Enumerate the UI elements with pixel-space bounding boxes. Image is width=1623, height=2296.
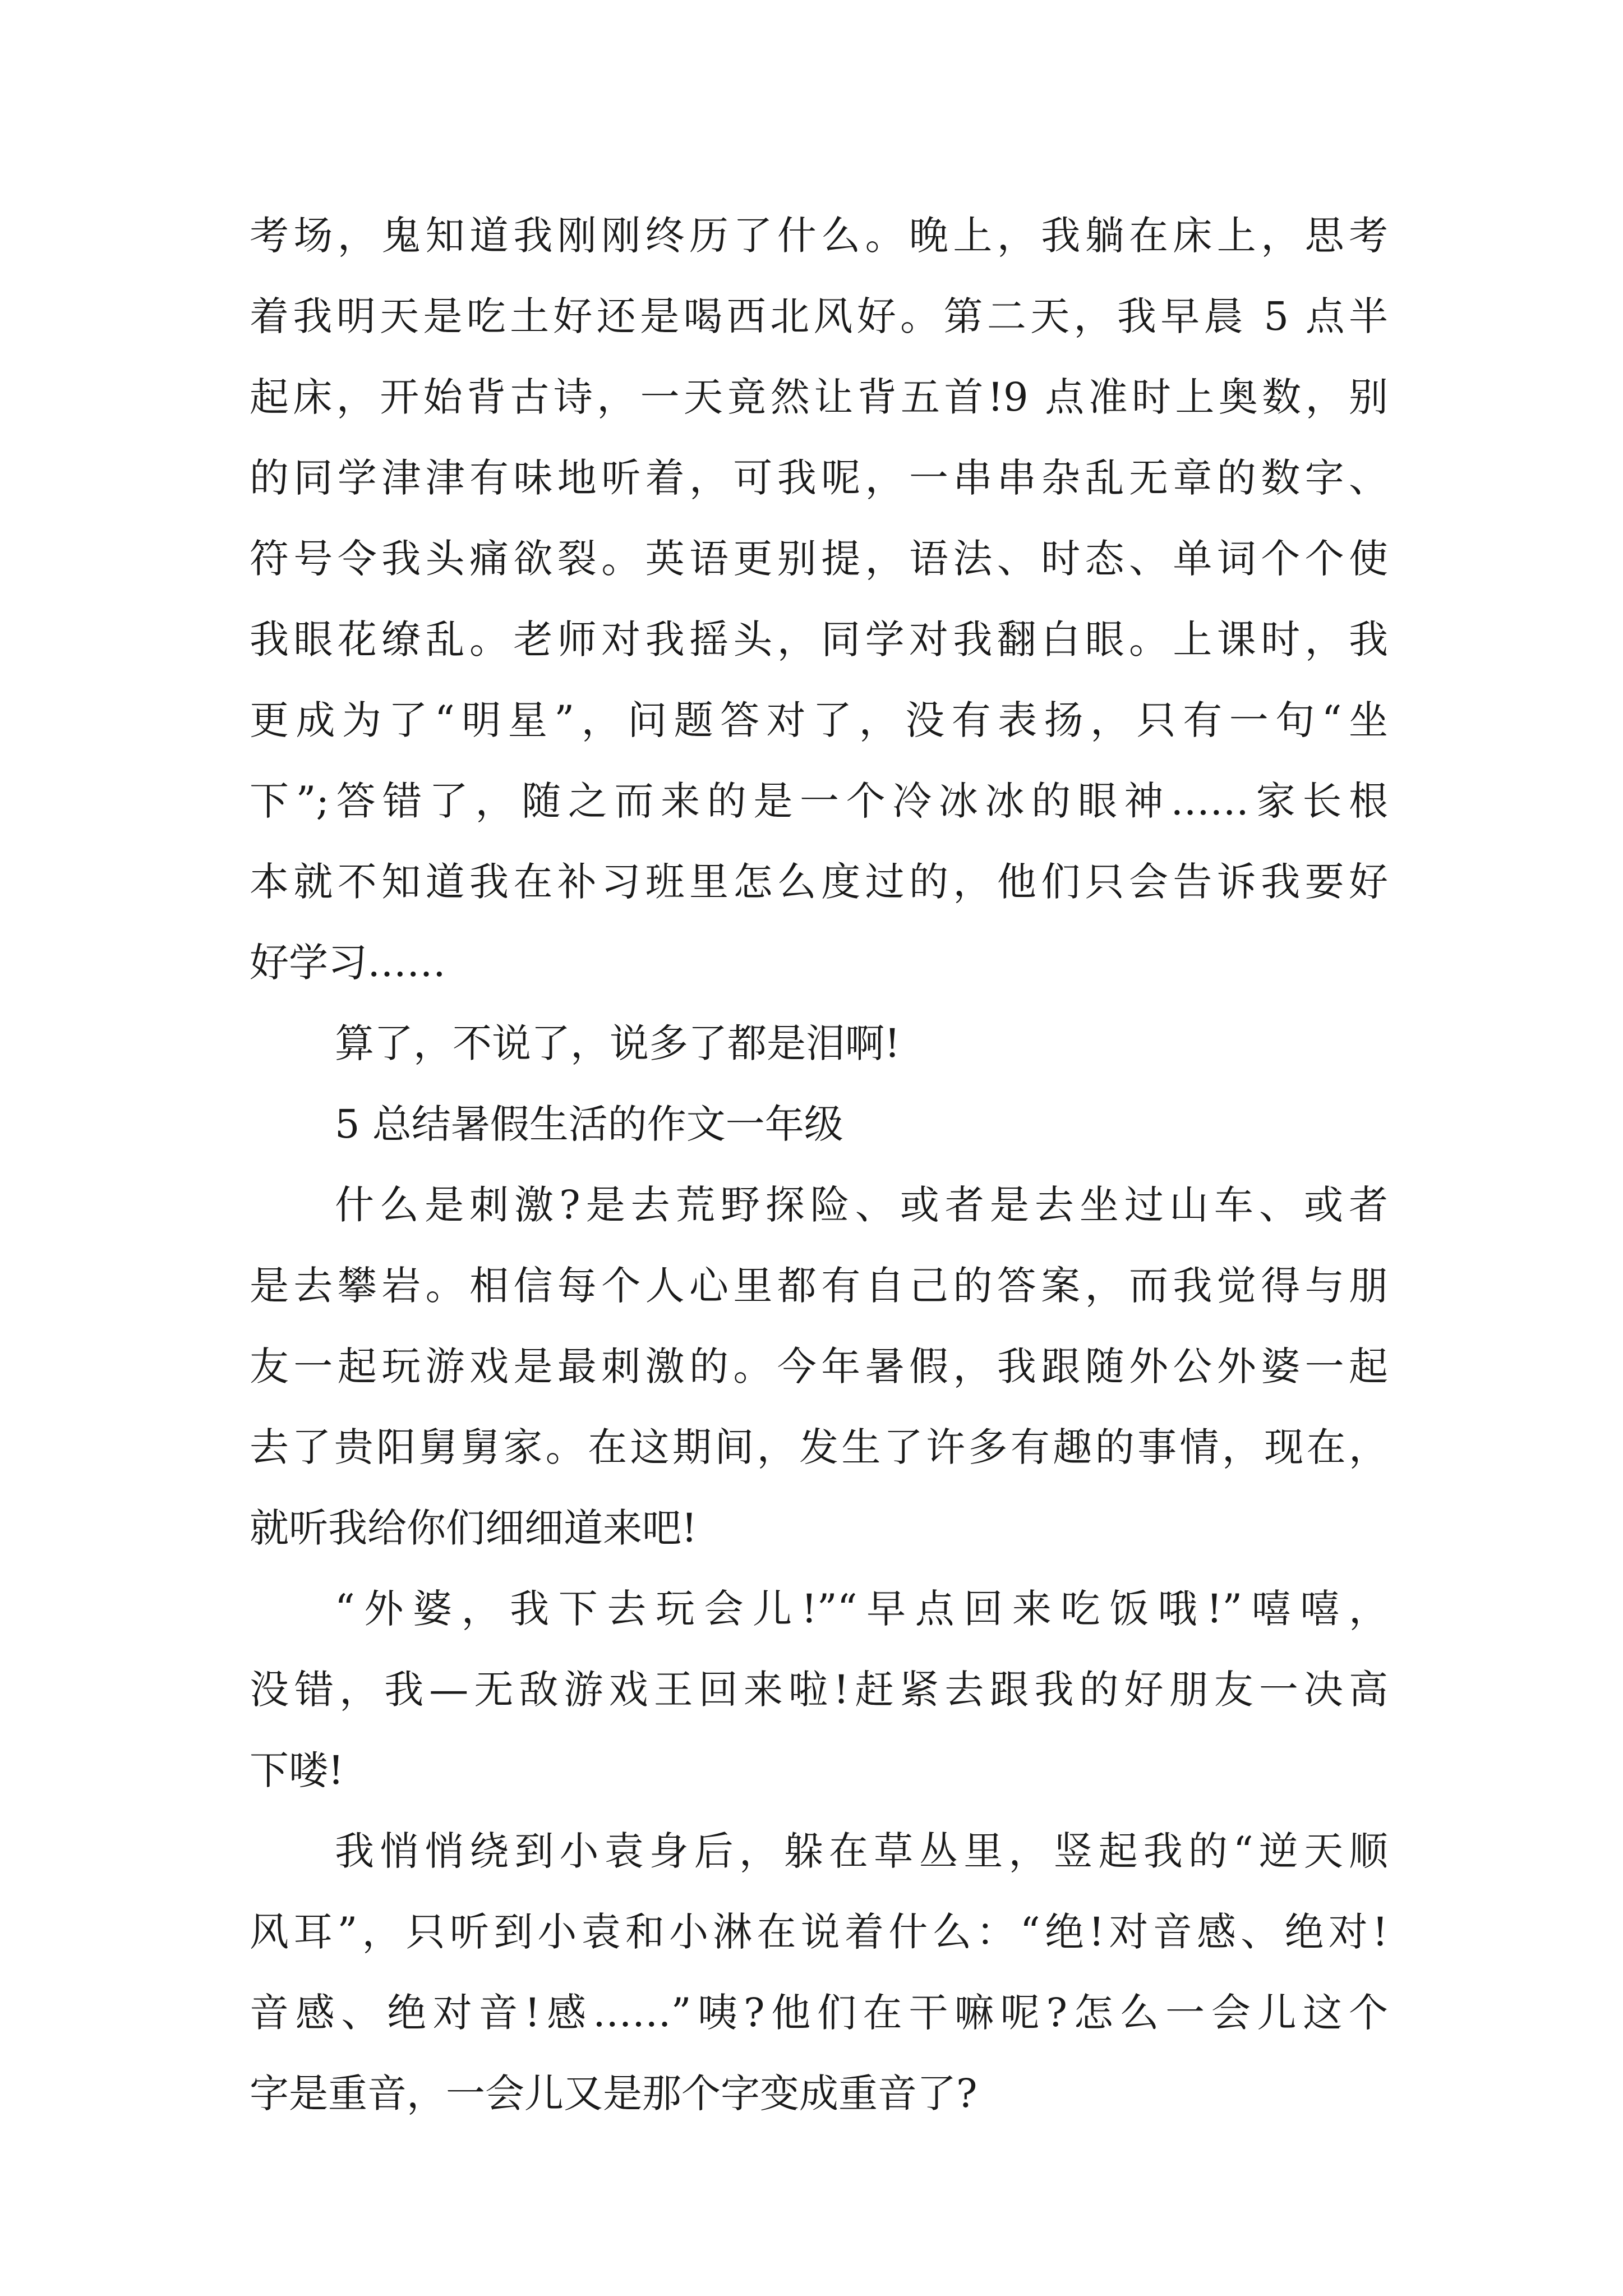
paragraph-start-line: 算了，不说了，说多了都是泪啊! xyxy=(335,1020,901,1066)
text-line: 本就不知道我在补习班里怎么度过的，他们只会告诉我要好 xyxy=(250,859,1388,905)
text-line: 我眼花缭乱。老师对我摇头，同学对我翻白眼。上课时，我 xyxy=(250,616,1388,662)
text-line: 起床，开始背古诗，一天竟然让背五首!9 点准时上奥数，别 xyxy=(250,374,1388,420)
paragraph-start-line: “外婆，我下去玩会儿!”“早点回来吃饭哦!”嘻嘻， xyxy=(335,1586,1388,1632)
text-line: 音感、绝对音!感……”咦?他们在干嘛呢?怎么一会儿这个 xyxy=(250,1990,1388,2036)
paragraph-start-line: 什么是刺激?是去荒野探险、或者是去坐过山车、或者 xyxy=(335,1182,1388,1228)
text-line: 没错，我—无敌游戏王回来啦!赶紧去跟我的好朋友一决高 xyxy=(250,1667,1388,1713)
text-line: 友一起玩游戏是最刺激的。今年暑假，我跟随外公外婆一起 xyxy=(250,1343,1388,1389)
section-heading: 5 总结暑假生活的作文一年级 xyxy=(335,1101,843,1147)
text-line: 更成为了“明星”，问题答对了，没有表扬，只有一句“坐 xyxy=(250,697,1388,743)
text-line: 着我明天是吃土好还是喝西北风好。第二天，我早晨 5 点半 xyxy=(250,293,1388,339)
text-line: 考场，鬼知道我刚刚终历了什么。晚上，我躺在床上，思考 xyxy=(250,213,1388,259)
text-line: 的同学津津有味地听着，可我呢，一串串杂乱无章的数字、 xyxy=(250,455,1388,501)
text-line: 下”;答错了，随之而来的是一个冷冰冰的眼神……家长根 xyxy=(250,778,1388,824)
paragraph-start-line: 我悄悄绕到小袁身后，躲在草丛里，竖起我的“逆天顺 xyxy=(335,1828,1388,1874)
text-line: 好学习…… xyxy=(250,940,446,986)
text-line: 就听我给你们细细道来吧! xyxy=(250,1505,698,1551)
text-line: 风耳”，只听到小袁和小淋在说着什么：“绝!对音感、绝对! xyxy=(250,1909,1388,1955)
text-line: 字是重音，一会儿又是那个字变成重音了? xyxy=(250,2070,978,2116)
text-line: 去了贵阳舅舅家。在这期间，发生了许多有趣的事情，现在， xyxy=(250,1424,1388,1470)
text-line: 符号令我头痛欲裂。英语更别提，语法、时态、单词个个使 xyxy=(250,536,1388,582)
document-body xyxy=(250,195,1388,2134)
text-line: 下喽! xyxy=(250,1747,344,1793)
text-line: 是去攀岩。相信每个人心里都有自己的答案，而我觉得与朋 xyxy=(250,1263,1388,1309)
